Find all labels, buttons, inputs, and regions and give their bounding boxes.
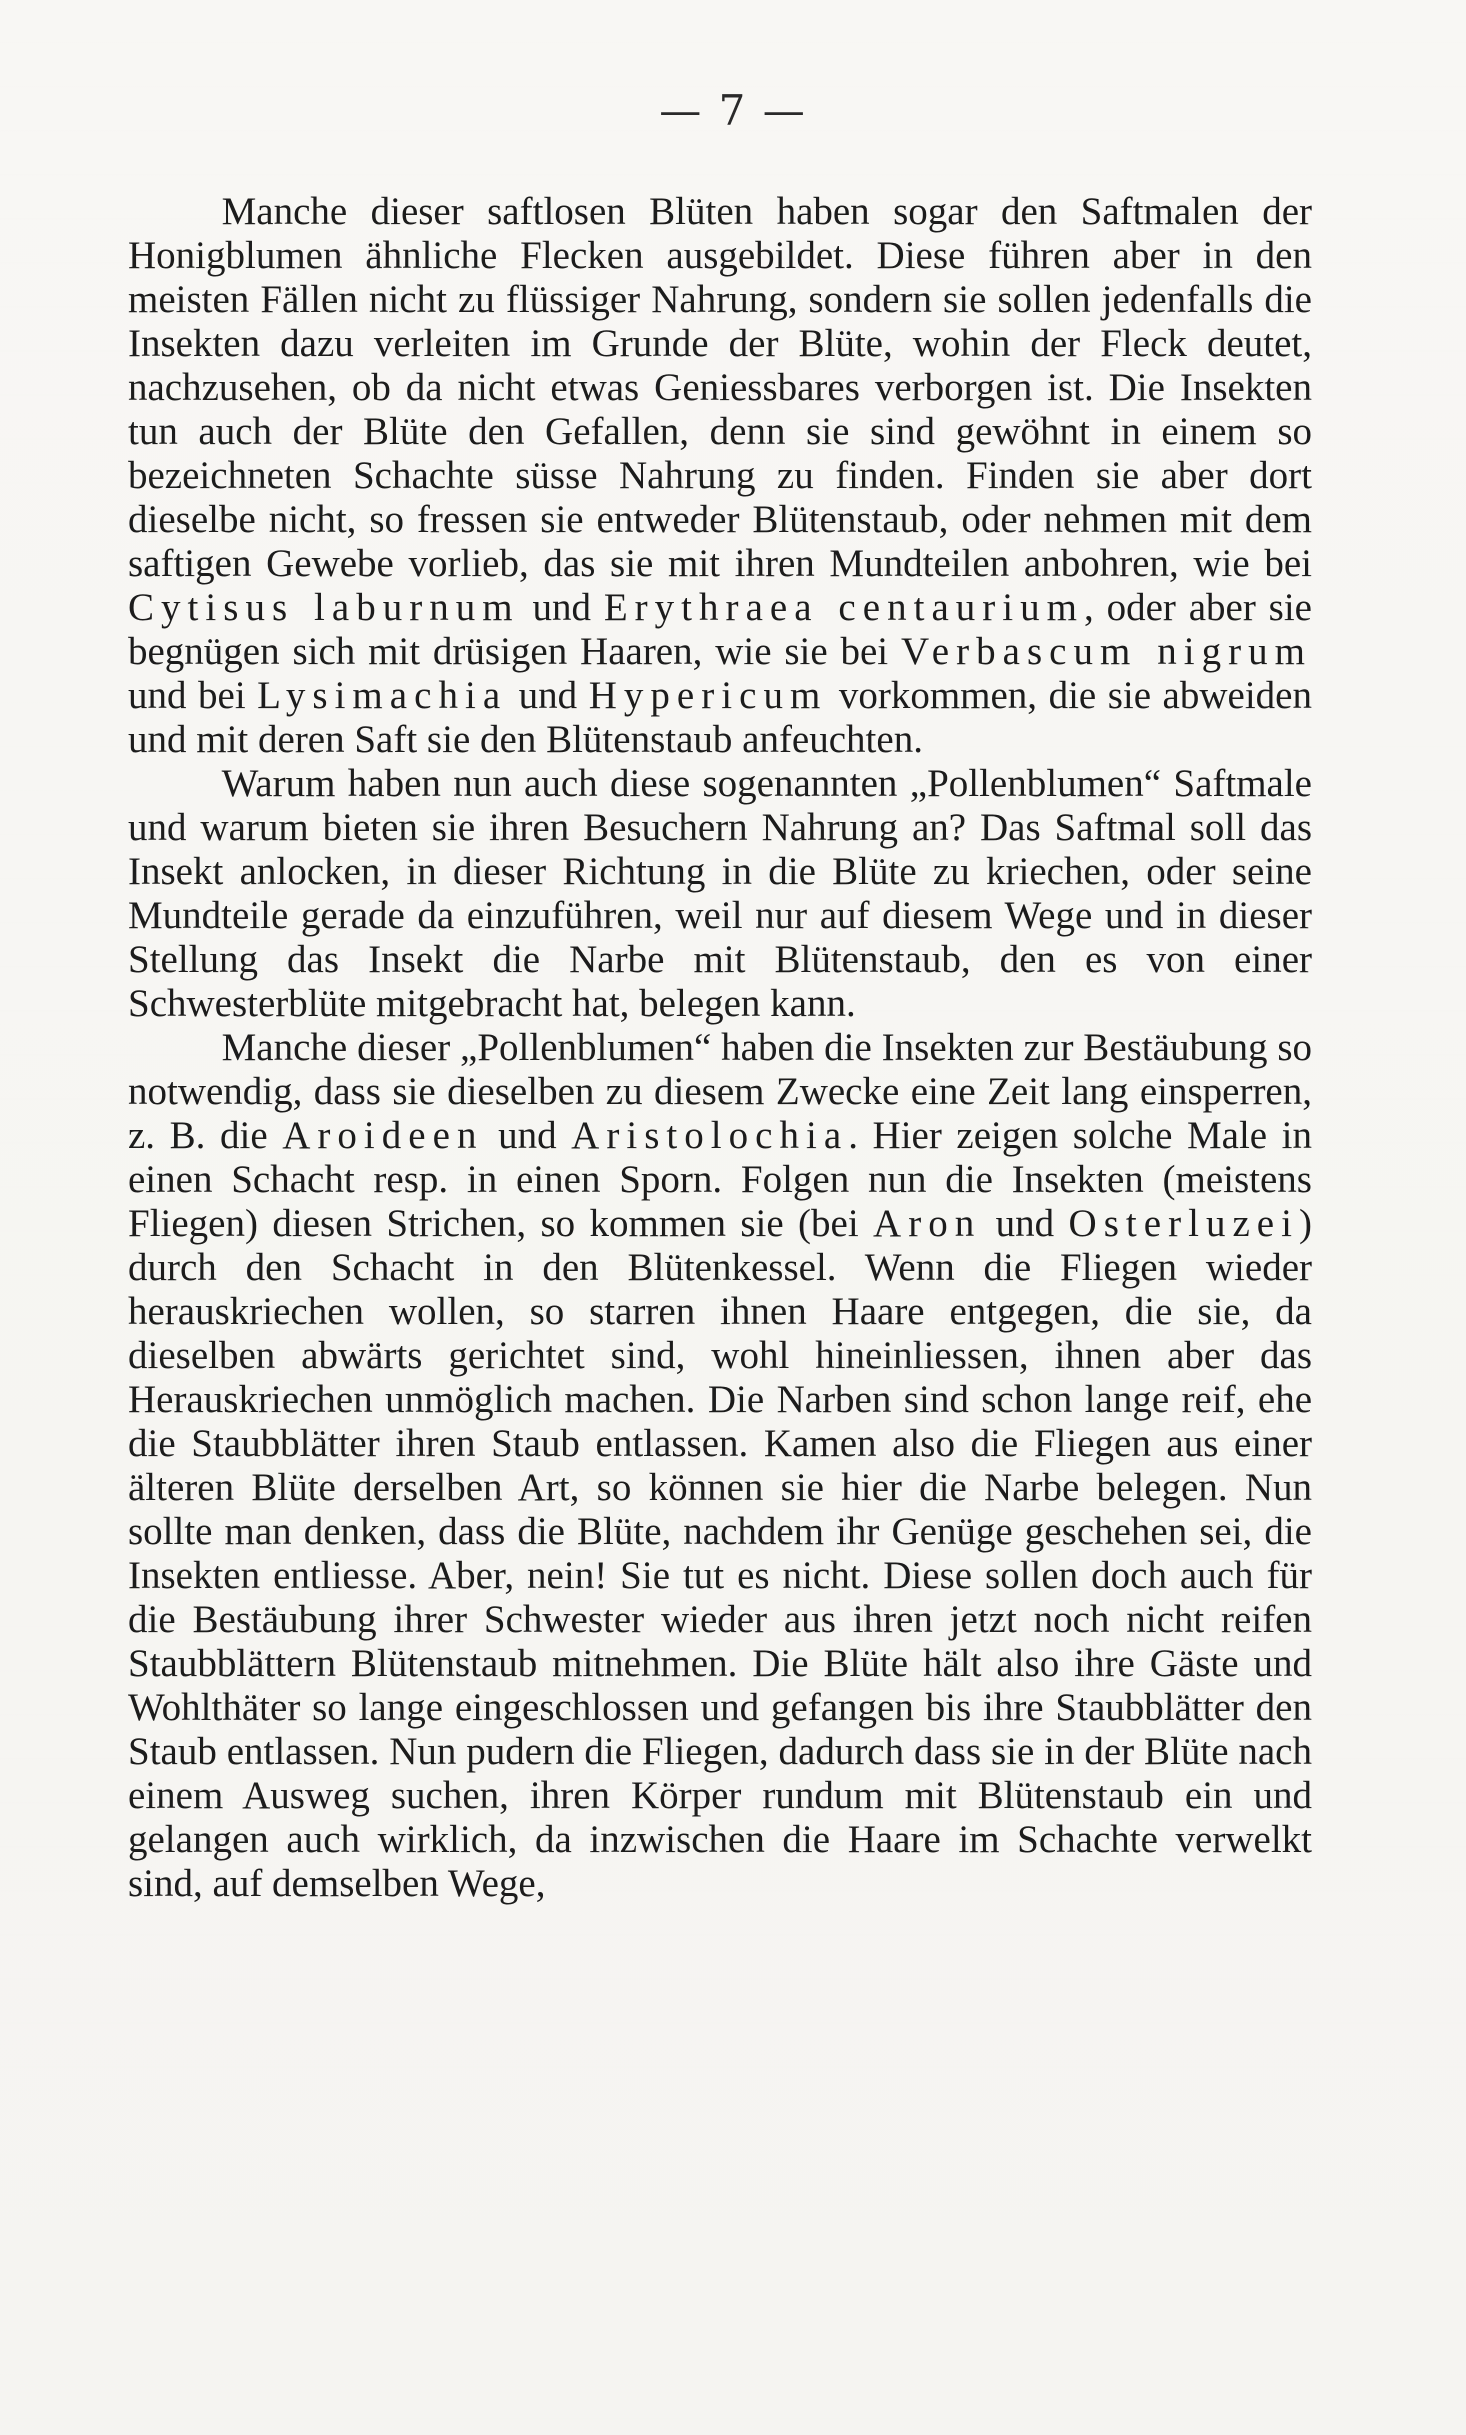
text-run: vorkommen, die sie abweiden und mit deren Saft sie den Blütenstaub anfeuchten.	[128, 674, 1312, 761]
text-run: und	[507, 674, 589, 717]
spaced-term: Verbascum nigrum	[900, 630, 1313, 673]
text-run: und	[981, 1202, 1069, 1245]
paragraph	[128, 190, 1312, 762]
spaced-term: Cytisus laburnum	[128, 586, 520, 629]
spaced-term: Erythraea centaurium	[603, 586, 1085, 629]
text-run: Manche dieser „Pollenblumen“ haben die Insekten zur Bestäubung so notwendig, dass sie dieselben zu diesem Zwecke eine Zeit lang einsperren, z. B. die	[128, 1026, 1312, 1157]
text-run: . Hier zeigen solche Male in einen Schacht resp. in einen Sporn. Folgen nun die Insekten (meistens Fliegen) diesen Strichen, so kommen sie (bei	[128, 1114, 1313, 1245]
paragraph	[128, 1026, 1312, 1906]
body-text	[128, 190, 1312, 1906]
text-run: ) durch den Schacht in den Blütenkessel. Wenn die Fliegen wieder herauskriechen wollen, so starren ihnen Haare entgegen, die sie, da dieselben abwärts gerichtet sind, wohl hineinliessen, ihnen aber das Herauskriechen unmöglich machen. Die Narben sind schon lange reif, ehe die Staubblätter ihren Staub entlassen. Kamen also die Fliegen aus einer älteren Blüte derselben Art, so können sie hier die Narbe belegen. Nun sollte man denken, dass die Blüte, nachdem ihr Genüge geschehen sei, die Insekten entliesse. Aber, nein! Sie tut es nicht. Diese sollen doch auch für die Bestäubung ihrer Schwester wieder aus ihren jetzt noch nicht reifen Staubblättern Blütenstaub mitnehmen. Die Blüte hält also ihre Gäste und Wohlthäter so lange eingeschlossen und gefangen bis ihre Staubblätter den Staub entlassen. Nun pudern die Fliegen, dadurch dass sie in der Blüte nach einem Ausweg suchen, ihren Körper rundum mit Blütenstaub ein und gelangen auch wirklich, da inzwischen die Haare im Schachte verwelkt sind, auf demselben Wege,	[128, 1202, 1312, 1905]
text-run: und bei	[128, 674, 258, 717]
spaced-term: Hypericum	[588, 674, 828, 717]
text-run: und	[483, 1114, 572, 1157]
spaced-term: Lysimachia	[257, 674, 508, 717]
paragraph	[128, 762, 1312, 1026]
spaced-term: Aristolochia	[571, 1114, 849, 1157]
text-run: und	[519, 586, 604, 629]
spaced-term: Aron	[873, 1202, 982, 1245]
text-run: , oder aber sie begnügen sich mit drüsigen Haaren, wie sie bei	[128, 586, 1312, 673]
text-run: Manche dieser saftlosen Blüten haben sogar den Saftmalen der Honigblumen ähnliche Flecken ausgebildet. Diese führen aber in den meisten Fällen nicht zu flüssiger Nahrung, sondern sie sollen jedenfalls die Insekten dazu verleiten im Grunde der Blüte, wohin der Fleck deutet, nachzusehen, ob da nicht etwas Geniessbares verborgen ist. Die Insekten tun auch der Blüte den Gefallen, denn sie sind gewöhnt in einem so bezeichneten Schachte süsse Nahrung zu finden. Finden sie aber dort dieselbe nicht, so fressen sie entweder Blütenstaub, oder nehmen mit dem saftigen Gewebe vorlieb, das sie mit ihren Mundteilen anbohren, wie bei	[128, 190, 1312, 585]
spaced-term: Osterluzei	[1068, 1202, 1299, 1245]
text-run: Warum haben nun auch diese sogenannten „Pollenblumen“ Saftmale und warum bieten sie ihren Besuchern Nahrung an? Das Saftmal soll das Insekt anlocken, in dieser Richtung in die Blüte zu kriechen, oder seine Mundteile gerade da einzuführen, weil nur auf diesem Wege und in dieser Stellung das Insekt die Narbe mit Blütenstaub, den es von einer Schwesterblüte mitgebracht hat, belegen kann.	[128, 762, 1312, 1025]
spaced-term: Aroideen	[282, 1114, 484, 1157]
page-number: — 7 —	[659, 86, 807, 135]
